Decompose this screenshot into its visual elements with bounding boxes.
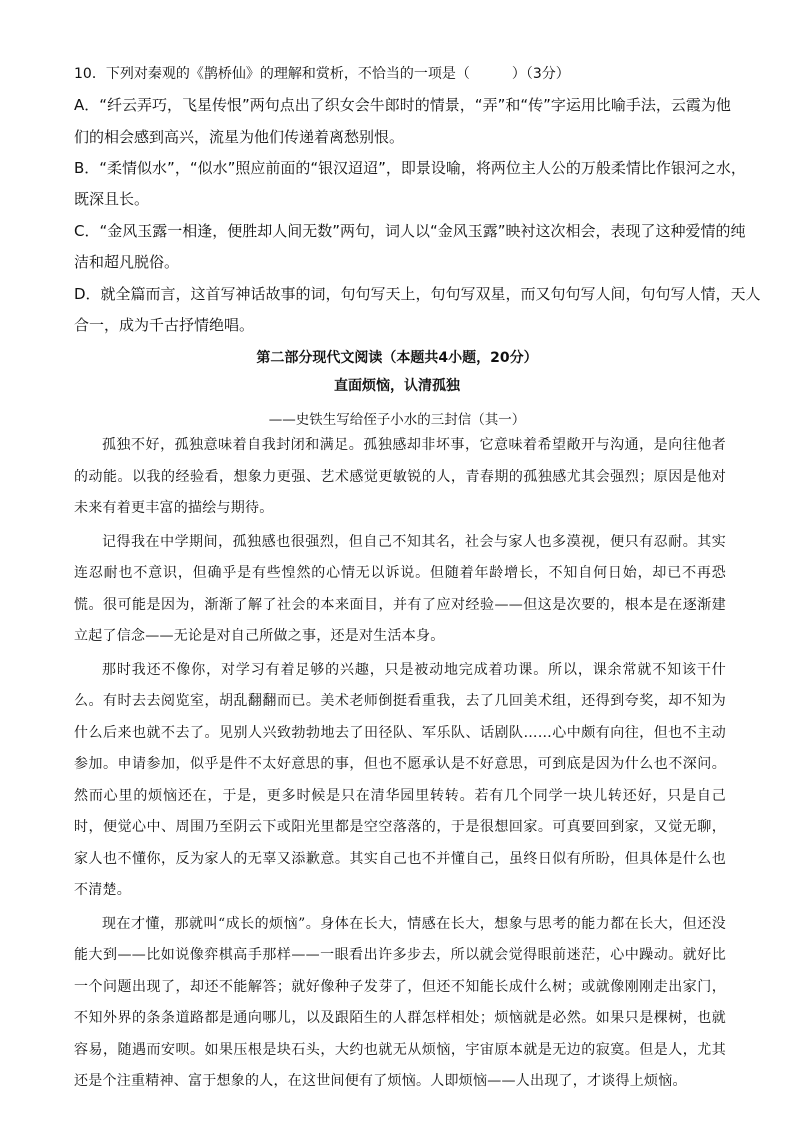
article-body bbox=[74, 430, 726, 1098]
article-paragraph-3: 那时我还不像你，对学习有着足够的兴趣，只是被动地完成着功课。所以，课余常就不知该干什么。有时去去阅览室，胡乱翻翻而已。美术老师倒挺看重我，去了几回美术组，还得到夸奖，却不知为什么后来也就不去了。见别人兴致勃勃地去了田径队、军乐队、话剧队……心中颇有向往，但也不主动参加。申请参加，似乎是件不太好意思的事，但也不愿承认是不好意思，可到底是因为什么也不深问。然而心里的烦恼还在，于是，更多时候是只在清华园里转转。若有几个同学一块儿转还好，只是自己时，便觉心中、周围乃至阴云下或阳光里都是空空落落的，于是很想回家。可真要回到家，又觉无聊，家人也不懂你，反为家人的无辜又添歉意。其实自己也不并懂自己，虽终日似有所盼，但具体是什么也不清楚。 bbox=[74, 661, 726, 898]
option-c-line-1: C．“金风玉露一相逢，便胜却人间无数”两句，词人以“金风玉露”映衬这次相会，表现了这种爱情的纯 bbox=[74, 222, 746, 240]
option-b-line-2: 既深且长。 bbox=[74, 190, 150, 208]
question-title: 10．下列对秦观的《鹊桥仙》的理解和赏析，不恰当的一项是（ ）（3分） bbox=[74, 66, 570, 82]
section-title: 第二部分现代文阅读（本题共4小题，20分） bbox=[256, 350, 538, 366]
option-c-line-2: 洁和超凡脱俗。 bbox=[74, 253, 180, 271]
option-a-line-1: A．“纤云弄巧，飞星传恨”两句点出了织女会牛郎时的情景，“弄”和“传”字运用比喻手法，云霞为他 bbox=[74, 96, 731, 114]
option-d-line-2: 合一，成为千古抒情绝唱。 bbox=[74, 316, 255, 334]
option-b-line-1: B．“柔情似水”，“似水”照应前面的“银汉迢迢”，即景设喻，将两位主人公的万般柔情比作银河之水， bbox=[74, 159, 746, 177]
article-paragraph-4: 现在才懂，那就叫“成长的烦恼”。身体在长大，情感在长大，想象与思考的能力都在长大，但还没能大到——比如说像弈棋高手那样——一眼看出许多步去，所以就会觉得眼前迷茫，心中躁动。就好比一个问题出现了，却还不能解答；就好像种子发芽了，但还不知能长成什么树；或就像刚刚走出家门，不知外界的条条道路都是通向哪儿，以及跟陌生的人群怎样相处；烦恼就是必然。如果只是棵树，也就容易，随遇而安呗。如果压根是块石头，大约也就无从烦恼，宇宙原本就是无边的寂寞。但是人，尤其还是个注重精神、富于想象的人，在这世间便有了烦恼。人即烦恼——人出现了，才谈得上烦恼。 bbox=[74, 915, 726, 1089]
option-d-line-1: D．就全篇而言，这首写神话故事的词，句句写天上，句句写双星，而又句句写人间，句句写人情，天人 bbox=[74, 285, 761, 303]
article-paragraph-1: 孤独不好，孤独意味着自我封闭和满足。孤独感却非坏事，它意味着希望敞开与沟通，是向往他者的动能。以我的经验看，想象力更强、艺术感觉更敏锐的人，青春期的孤独感尤其会强烈；原因是他对未来有着更丰富的描绘与期待。 bbox=[74, 437, 726, 516]
article-subtitle: ——史铁生写给侄子小水的三封信（其一） bbox=[268, 412, 526, 428]
article-paragraph-2: 记得我在中学期间，孤独感也很强烈，但自己不知其名，社会与家人也多漠视，便只有忍耐。其实连忍耐也不意识，但确乎是有些惶然的心情无以诉说。但随着年龄增长，不知自何日始，却已不再恐慌。很可能是因为，渐渐了解了社会的本来面目，并有了应对经验——但这是次要的，根本是在逐渐建立起了信念——无论是对自己所做之事，还是对生活本身。 bbox=[74, 533, 726, 644]
article-title: 直面烦恼，认清孤独 bbox=[334, 378, 460, 394]
option-a-line-2: 们的相会感到高兴，流星为他们传递着离愁别恨。 bbox=[74, 128, 405, 146]
